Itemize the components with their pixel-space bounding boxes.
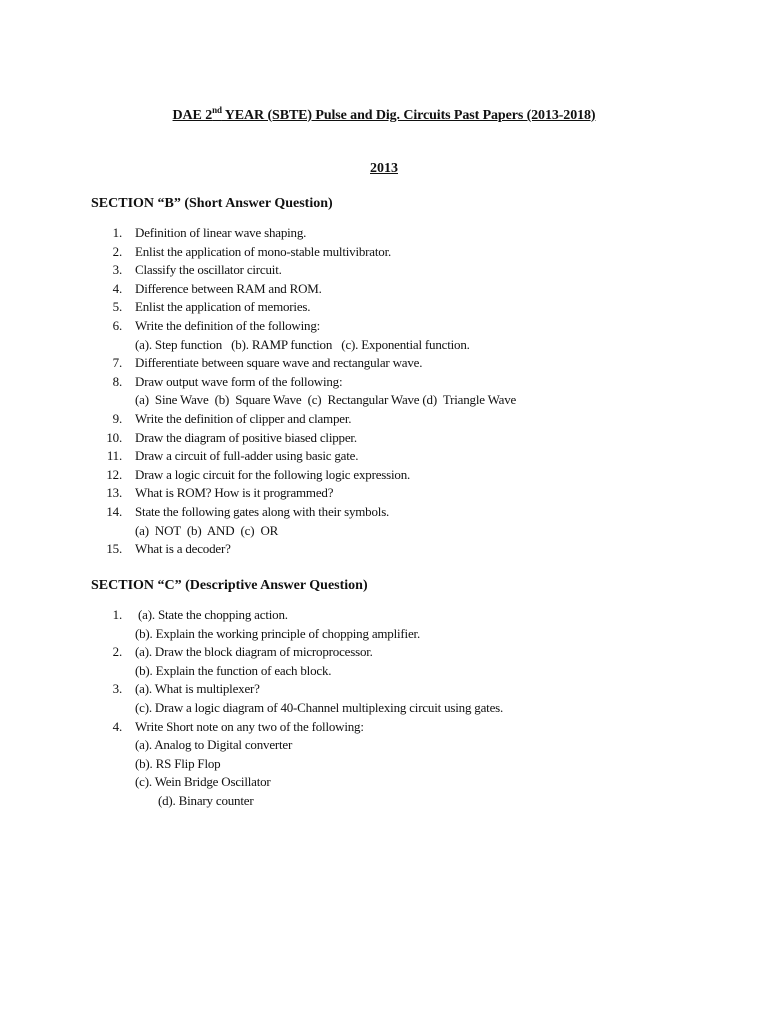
question-number: 7. xyxy=(112,355,122,371)
question-number: 13. xyxy=(106,485,122,501)
question-text: What is ROM? How is it programmed? xyxy=(135,485,334,501)
question-item xyxy=(0,484,768,503)
question-number: 11. xyxy=(106,448,122,464)
question-text: Definition of linear wave shaping. xyxy=(135,225,307,240)
title-prefix: DAE 2 xyxy=(172,108,213,123)
question-subtext: (a). Step function (b). RAMP function (c). Exponential function. xyxy=(135,336,470,352)
question-item xyxy=(0,540,768,559)
section-c-heading: SECTION “C” (Descriptive Answer Question) xyxy=(91,578,368,593)
question-subtext: (c). Draw a logic diagram of 40-Channel multiplexing circuit using gates. xyxy=(135,700,504,715)
question-subtext: (c). Wein Bridge Oscillator xyxy=(135,774,271,790)
document-title xyxy=(0,105,768,124)
question-item xyxy=(0,718,768,737)
question-number: 9. xyxy=(112,411,122,426)
question-item xyxy=(0,243,768,262)
question-number: 2. xyxy=(112,243,122,259)
question-number: 6. xyxy=(112,318,122,333)
question-text: Draw output wave form of the following: xyxy=(135,373,343,389)
question-number: 1. xyxy=(112,607,122,622)
question-subline xyxy=(0,662,768,681)
question-number: 8. xyxy=(112,373,122,389)
question-text: Enlist the application of memories. xyxy=(135,299,311,315)
section-b-heading: SECTION “B” (Short Answer Question) xyxy=(91,196,333,211)
question-subline xyxy=(0,736,768,755)
question-subline xyxy=(0,699,768,718)
question-item xyxy=(0,429,768,448)
question-text: Write Short note on any two of the following: xyxy=(135,718,364,734)
question-subline xyxy=(0,755,768,774)
question-subline xyxy=(0,625,768,644)
question-text: Enlist the application of mono-stable multivibrator. xyxy=(135,243,392,259)
question-text: Differentiate between square wave and rectangular wave. xyxy=(135,355,423,371)
question-text: (a). Draw the block diagram of microprocessor. xyxy=(135,644,373,660)
question-item xyxy=(0,466,768,485)
question-item xyxy=(0,410,768,429)
question-number: 4. xyxy=(112,718,122,734)
question-item xyxy=(0,503,768,522)
question-item xyxy=(0,643,768,662)
question-subline xyxy=(0,792,768,811)
question-subtext: (b). RS Flip Flop xyxy=(135,755,221,771)
question-subtext: (d). Binary counter xyxy=(158,793,254,808)
question-subline xyxy=(0,336,768,355)
question-number: 15. xyxy=(106,541,122,557)
question-subtext: (a). Analog to Digital converter xyxy=(135,737,293,753)
question-text: Write the definition of the following: xyxy=(135,318,321,333)
question-text: (a). State the chopping action. xyxy=(135,607,288,622)
question-item xyxy=(0,680,768,699)
question-item xyxy=(0,606,768,625)
year-heading: 2013 xyxy=(370,161,398,176)
question-number: 3. xyxy=(112,262,122,278)
question-subline xyxy=(0,773,768,792)
question-number: 4. xyxy=(112,280,122,296)
question-item xyxy=(0,224,768,243)
question-subtext: (b). Explain the working principle of chopping amplifier. xyxy=(135,625,420,641)
question-item xyxy=(0,280,768,299)
question-number: 14. xyxy=(106,504,122,519)
question-text: Classify the oscillator circuit. xyxy=(135,262,282,278)
question-item xyxy=(0,317,768,336)
question-text: Draw a circuit of full-adder using basic gate. xyxy=(135,448,359,464)
question-item xyxy=(0,354,768,373)
question-number: 5. xyxy=(112,299,122,315)
question-number: 12. xyxy=(106,466,122,482)
question-number: 2. xyxy=(112,644,122,660)
question-text: (a). What is multiplexer? xyxy=(135,681,260,697)
question-item xyxy=(0,261,768,280)
question-subline xyxy=(0,391,768,410)
question-text: What is a decoder? xyxy=(135,541,231,557)
question-subtext: (a) NOT (b) AND (c) OR xyxy=(135,522,279,538)
title-suffix: YEAR (SBTE) Pulse and Dig. Circuits Past Papers (2013-2018) xyxy=(221,108,596,123)
question-number: 3. xyxy=(112,681,122,697)
question-subline xyxy=(0,522,768,541)
question-number: 10. xyxy=(106,429,122,445)
question-item xyxy=(0,373,768,392)
question-text: Difference between RAM and ROM. xyxy=(135,280,322,296)
question-text: Draw a logic circuit for the following logic expression. xyxy=(135,466,411,482)
question-text: State the following gates along with their symbols. xyxy=(135,504,390,519)
title-superscript: nd xyxy=(212,105,222,115)
question-subtext: (a) Sine Wave (b) Square Wave (c) Rectangular Wave (d) Triangle Wave xyxy=(135,392,517,408)
question-item xyxy=(0,447,768,466)
question-text: Write the definition of clipper and clamper. xyxy=(135,411,352,426)
question-subtext: (b). Explain the function of each block. xyxy=(135,662,332,678)
question-number: 1. xyxy=(112,225,122,240)
question-text: Draw the diagram of positive biased clipper. xyxy=(135,429,357,445)
question-item xyxy=(0,298,768,317)
